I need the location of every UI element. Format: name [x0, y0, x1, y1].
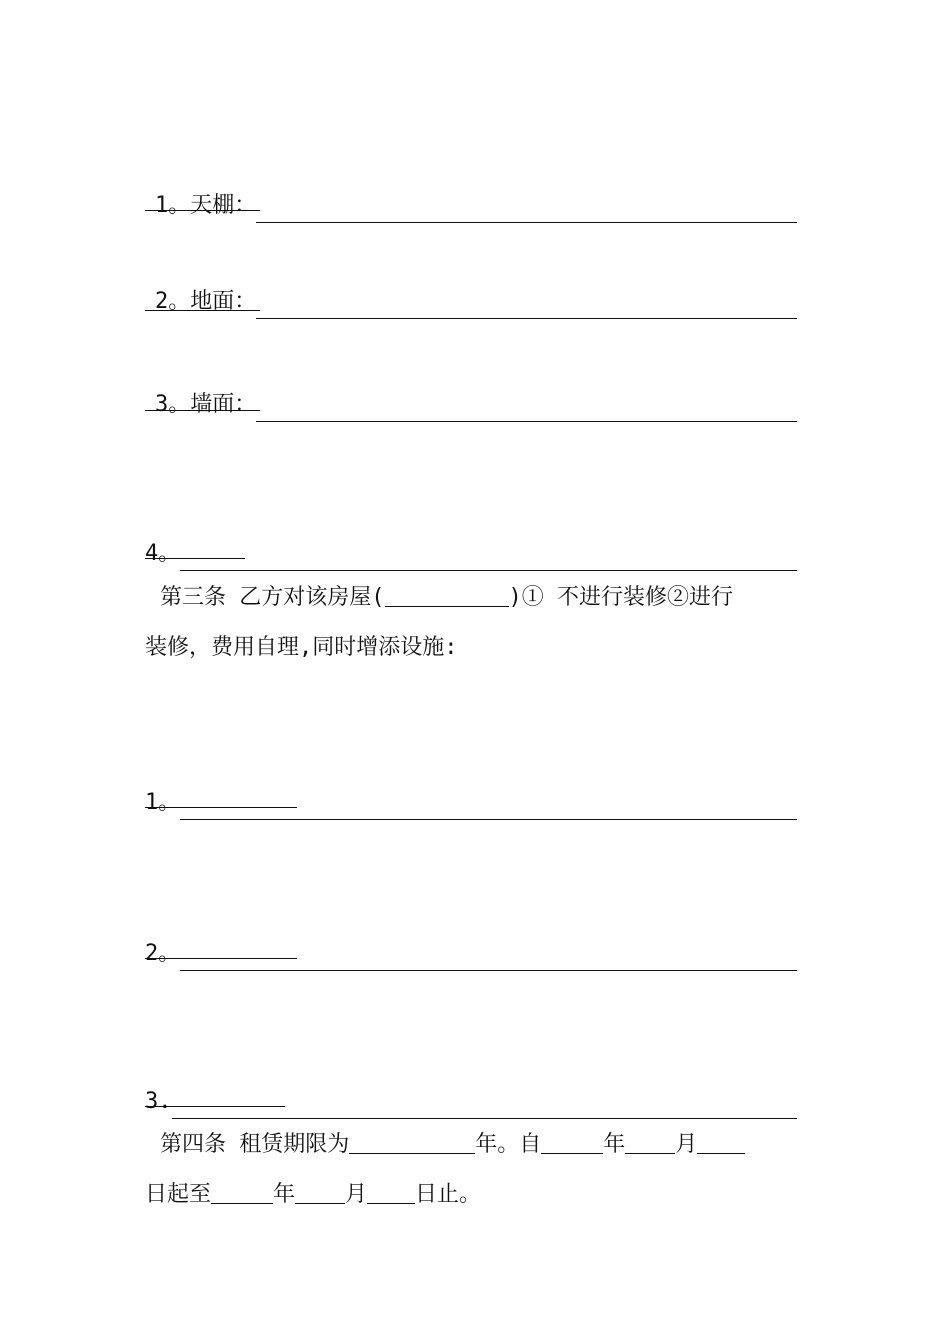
facility3-label: 3. — [145, 1089, 172, 1114]
facility3-blank-continuation[interactable] — [145, 1105, 285, 1107]
facility1-line — [145, 732, 797, 815]
article4-month-label: 月 — [675, 1132, 698, 1157]
ceiling-blank[interactable] — [256, 221, 797, 223]
article4-prefix: 第四条 租赁期限为 — [160, 1132, 350, 1157]
item4-label: 4。 — [145, 541, 181, 566]
article3-line2: 装修，费用自理,同时增添设施: — [145, 635, 458, 660]
facility2-blank-continuation[interactable] — [145, 957, 297, 959]
end-year-blank[interactable] — [211, 1181, 273, 1204]
ceiling-line — [155, 135, 797, 218]
floor-blank-continuation[interactable] — [145, 309, 260, 311]
article4-line2 — [145, 1170, 800, 1220]
facility2-label: 2。 — [145, 941, 181, 966]
facility1-label: 1。 — [145, 790, 181, 815]
wall-blank-continuation[interactable] — [145, 409, 260, 411]
floor-blank[interactable] — [256, 317, 797, 319]
wall-line — [155, 334, 797, 417]
facility2-line — [145, 883, 797, 966]
article4-year-from: 年。自 — [475, 1132, 542, 1157]
wall-blank[interactable] — [256, 420, 797, 422]
start-day-blank[interactable] — [697, 1131, 745, 1154]
article4-year-label: 年 — [603, 1132, 626, 1157]
article3-suffix: )① 不进行装修②进行 — [508, 585, 733, 610]
floor-line — [155, 231, 797, 314]
article4-day-end: 日止。 — [415, 1182, 482, 1207]
ceiling-label: 1。天棚： — [155, 193, 257, 218]
lease-years-blank[interactable] — [349, 1131, 475, 1154]
article4-end-year-label: 年 — [273, 1182, 296, 1207]
facility1-blank-continuation[interactable] — [145, 806, 297, 808]
article4-line1 — [160, 1120, 800, 1170]
floor-label: 2。地面： — [155, 289, 257, 314]
article3-choice-blank[interactable] — [385, 584, 509, 607]
start-month-blank[interactable] — [625, 1131, 675, 1154]
facility2-blank[interactable] — [180, 969, 797, 971]
start-year-blank[interactable] — [541, 1131, 603, 1154]
facility3-blank[interactable] — [172, 1117, 798, 1119]
facility1-blank[interactable] — [180, 818, 797, 820]
article3-prefix: 第三条 乙方对该房屋( — [160, 585, 385, 610]
facility3-line — [145, 1031, 797, 1114]
item4-line — [145, 483, 797, 566]
item4-blank-continuation[interactable] — [145, 557, 245, 559]
end-month-blank[interactable] — [295, 1181, 345, 1204]
article3-line1 — [160, 573, 800, 623]
end-day-blank[interactable] — [367, 1181, 415, 1204]
item4-blank[interactable] — [180, 569, 797, 571]
wall-label: 3。墙面： — [155, 392, 257, 417]
article4-day-start: 日起至 — [145, 1182, 212, 1207]
ceiling-blank-continuation[interactable] — [145, 209, 260, 211]
article4-end-month-label: 月 — [345, 1182, 368, 1207]
